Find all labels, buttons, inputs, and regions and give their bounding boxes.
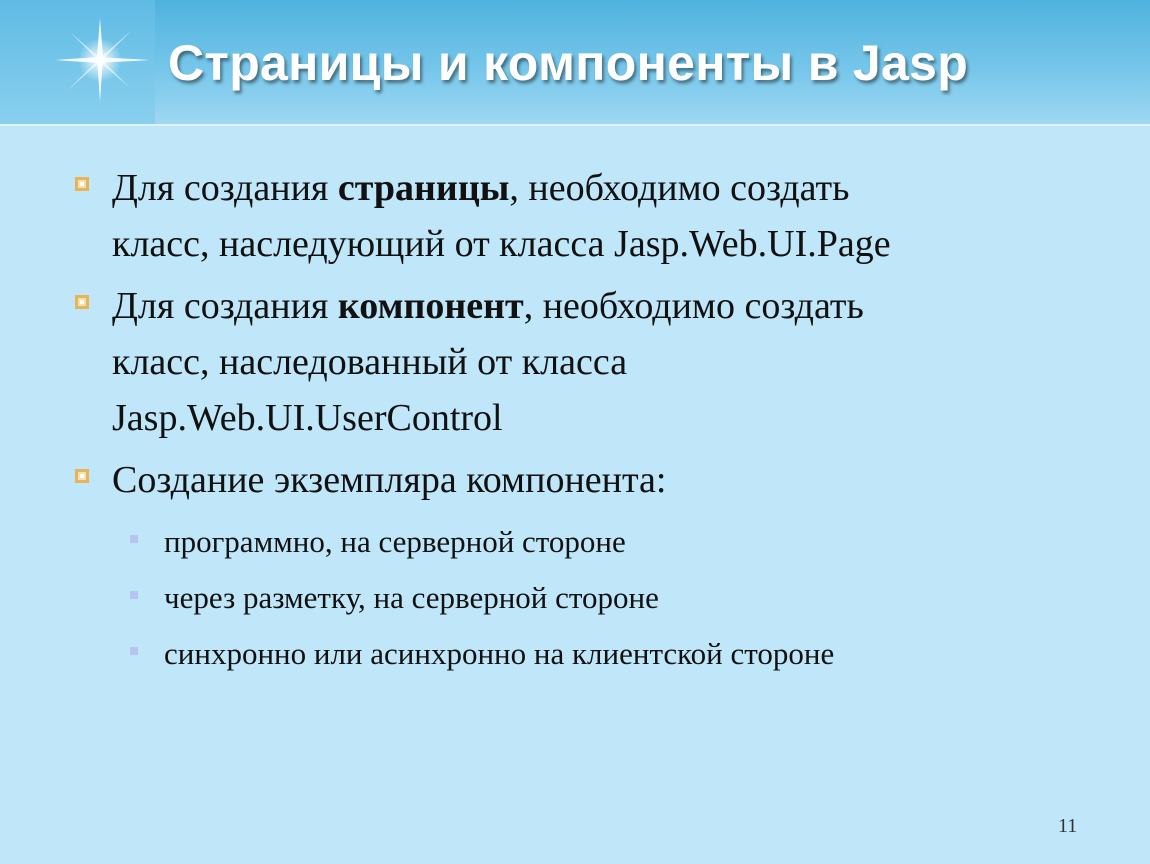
bullet-text: Создание экземпляра компонента: <box>112 459 667 501</box>
bullet-item-component <box>72 278 1092 446</box>
sub-bullet-icon <box>130 591 138 599</box>
sub-bullet-text: через разметку, на серверной стороне <box>164 580 659 615</box>
title-bar <box>0 0 1150 125</box>
square-bullet-icon <box>75 177 89 191</box>
page-title: Страницы и компоненты в Jasp <box>168 35 969 91</box>
bullet-text-start: Для создания <box>112 167 338 209</box>
square-bullet-icon <box>75 295 89 309</box>
bullet-text-start: Для создания <box>112 285 338 327</box>
sub-bullet-icon <box>130 535 138 543</box>
sub-bullet-item <box>72 514 1092 570</box>
sparkle-icon <box>40 10 160 110</box>
title-divider <box>0 124 1150 126</box>
bullet-item-instance <box>72 452 1092 508</box>
bullet-text-line2: класс, наследованный от класса <box>112 341 628 383</box>
sub-bullet-text: синхронно или асинхронно на клиентской стороне <box>164 636 835 671</box>
sub-bullet-item <box>72 570 1092 626</box>
bullet-text-bold: компонент <box>337 285 524 327</box>
sub-bullet-icon <box>130 647 138 655</box>
sub-bullet-list <box>72 514 1092 682</box>
sub-bullet-item <box>72 626 1092 682</box>
bullet-list <box>72 160 1092 682</box>
sub-bullet-text: программно, на серверной стороне <box>164 524 626 559</box>
page-number: 11 <box>1058 815 1078 837</box>
bullet-item-page <box>72 160 1092 272</box>
bullet-text-end: , необходимо создать <box>509 167 850 209</box>
bullet-text-bold: страницы <box>337 167 510 209</box>
square-bullet-icon <box>75 469 89 483</box>
bullet-text-end: , необходимо создать <box>523 285 864 327</box>
bullet-text-line3: Jasp.Web.UI.UserControl <box>112 397 503 439</box>
bullet-text-line2: класс, наследующий от класса Jasp.Web.UI.Page <box>112 223 891 265</box>
